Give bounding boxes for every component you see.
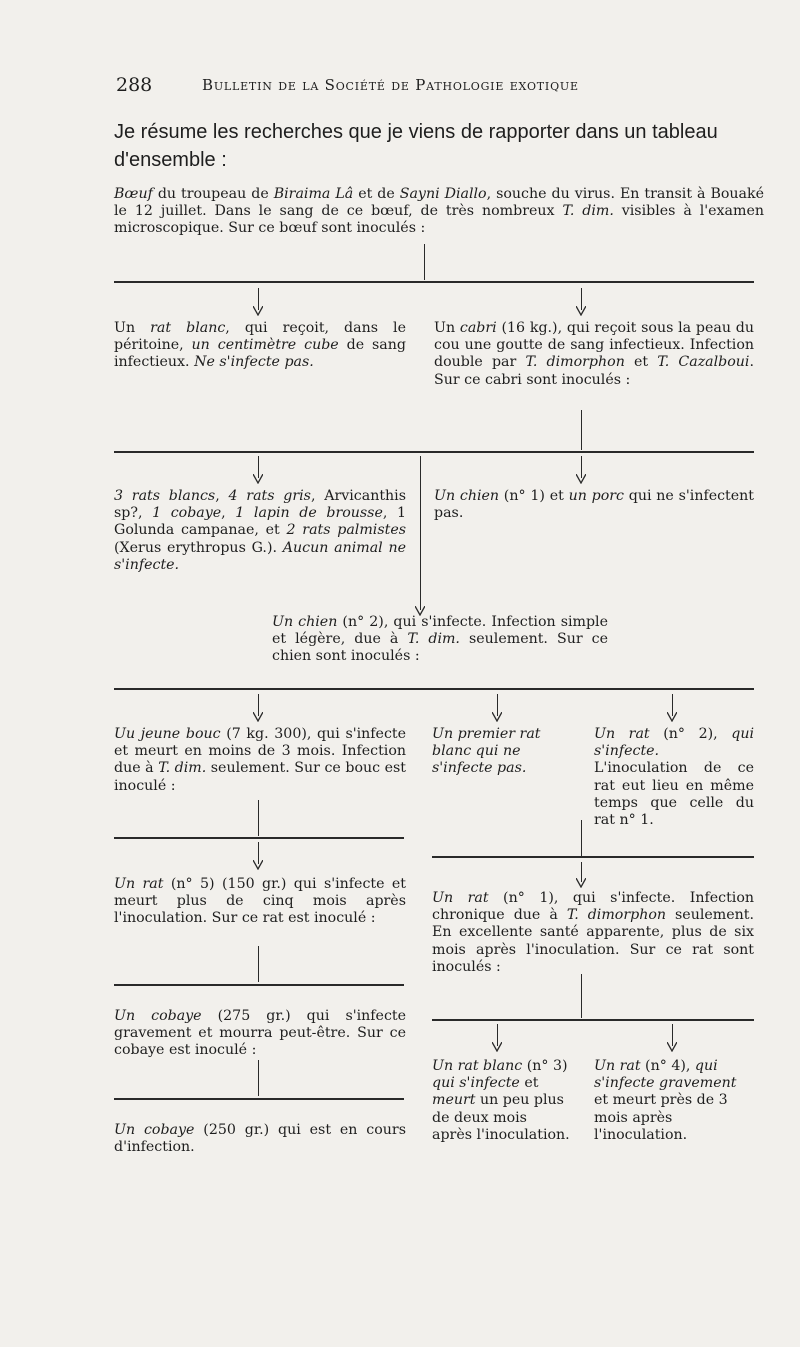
connector [258,800,259,836]
text-segment: . Sur ce cabri sont inoculés : [434,354,754,388]
text-segment: Un rat [594,726,650,742]
block-source [114,186,764,238]
text-segment: Aucun animal ne s'infecte. [114,539,406,573]
text-segment: Un cobaye [114,1122,195,1138]
text-segment: rat blanc [150,320,226,336]
text-segment: et meurt près de 3 mois après l'inoculation. [594,1092,728,1143]
text-segment: qui s'infecte. [594,726,754,760]
text-segment: (275 gr.) qui s'infecte gravement et mourra peut-être. Sur ce cobaye est inoculé : [114,1008,406,1059]
text-segment: 1 lapin de brousse [235,505,383,522]
text-segment: (n° 3) [522,1058,568,1074]
block-rat-no1 [432,890,754,976]
text-segment: Un [114,320,151,336]
text-segment: Un rat [432,890,489,906]
divider-line [432,856,754,858]
block-cobaye2 [114,1122,406,1156]
text-segment: (n° 1), qui s'infecte. Infection chronique due à [432,890,754,924]
text-segment: 2 rats palmistes [286,522,406,539]
arrow-down-icon [253,306,263,316]
block-chien1-porc [434,488,754,522]
block-chien2 [272,614,608,666]
block-rat-no2 [594,726,754,829]
text-segment: (n° 2), qui s'infecte. Infection simple et légère, due à [272,614,608,648]
block-cobaye1 [114,1008,406,1060]
text-segment: T. dimorphon [566,907,667,924]
text-segment: seulement. Sur ce bouc est inoculé : [114,760,407,794]
arrow-down-icon [576,306,586,316]
text-segment: qui s'infecte [432,1075,520,1092]
text-segment: 4 rats gris [228,488,311,504]
arrow-down-icon [253,474,263,484]
arrow-down-icon [253,712,263,722]
page-number: 288 [116,74,153,96]
divider-line [114,281,754,283]
divider-line [114,1098,404,1100]
text-segment: Un [434,320,460,336]
connector [581,974,582,1018]
text-segment: un peu plus de deux mois après l'inoculation. [432,1092,570,1143]
text-segment: Uu jeune bouc [114,726,221,742]
arrow-down-icon [492,1042,502,1052]
text-segment: Un chien [434,488,500,504]
text-segment: (n° 5) (150 gr.) qui s'infecte et meurt plus de cinq mois après l'inoculation. Sur ce rat est inoculé : [114,876,407,927]
arrow-down-icon [492,712,502,722]
text-segment: un porc [568,488,624,504]
block-rat-no4 [594,1058,754,1144]
text-segment: cabri [459,320,497,336]
text-segment: T. dimorphon [525,354,625,371]
text-segment: , 1 Golunda campanae, et [114,505,406,539]
text-segment: et [519,1075,539,1092]
text-segment: Un cobaye [114,1008,202,1024]
connector [581,820,582,856]
text-segment: L'inoculation de ce rat eut lieu en même temps que celle du rat n° 1. [594,760,754,829]
block-rats-divers [114,488,406,574]
connector [581,410,582,450]
arrow-down-icon [576,878,586,888]
connector [258,1060,259,1096]
arrow-down-icon [667,1042,677,1052]
text-segment: Bœuf [114,186,153,202]
arrow-down-icon [576,474,586,484]
divider-line [114,451,754,453]
text-segment: qui s'infecte gravement [594,1058,737,1092]
block-bouc [114,726,406,795]
block-premier-rat [432,726,570,778]
divider-line [114,688,754,690]
text-segment: (250 gr.) qui est en cours d'infection. [114,1122,406,1156]
connector [424,244,425,280]
text-segment: T. dim. [407,631,460,648]
text-segment: Biraima Lâ [273,186,354,202]
text-segment: , souche du virus. En transit à Bouaké le 12 juillet. Dans le sang de ce bœuf, de très nombreux [114,186,764,220]
arrow-down-icon [667,712,677,722]
text-segment: Ne s'infecte pas. [194,354,314,371]
text-segment: qui ne s'infectent pas. [434,488,754,522]
text-segment: seulement. En excellente santé apparente, plus de six mois après l'inoculation. Sur ce rat sont inoculés : [432,907,754,975]
text-segment: , Arvicanthis sp?, [114,488,406,522]
running-title: Bulletin de la Société de Pathologie exotique [202,76,579,94]
text-segment: T. dim. [158,760,207,777]
divider-line [432,1019,754,1021]
text-segment: T. dim. [562,203,614,220]
block-cabri [434,320,754,389]
divider-line [114,984,404,986]
text-segment: du troupeau de [152,186,274,202]
text-segment: , qui reçoit, dans le péritoine, [114,320,406,354]
text-segment: (n° 4), [640,1058,695,1074]
text-segment: et de [353,186,400,202]
divider-line [114,837,404,839]
text-segment: visibles à l'examen microscopique. Sur ce bœuf sont inoculés : [114,203,764,237]
connector [258,946,259,982]
text-segment: (16 kg.), qui reçoit sous la peau du cou une goutte de sang infectieux. Infection double par [434,320,755,371]
text-segment: un centimètre cube [191,337,339,354]
text-segment: meurt [432,1092,476,1109]
text-segment: de sang infectieux. [114,337,406,371]
block-rat-no5 [114,876,406,928]
text-segment: , [221,505,236,522]
text-segment: (Xerus erythropus G.). [114,539,283,556]
text-segment: (n° 1) et [499,488,569,504]
text-segment: T. Cazalboui [657,354,750,371]
text-segment: , [215,488,229,504]
text-segment: Un rat [114,876,164,892]
text-segment: 1 cobaye [152,505,222,522]
text-segment: Un rat [594,1058,641,1074]
intro-paragraph: Je résume les recherches que je viens de rapporter dans un tableau d'ensemble : [114,121,718,171]
text-segment: Sayni Diallo [399,186,487,202]
text-segment: et [624,354,658,371]
block-rat-blanc-no3 [432,1058,570,1144]
text-segment: Un rat blanc [432,1058,523,1074]
text-segment: Un chien [272,614,338,630]
block-rat-blanc [114,320,406,372]
text-segment: seulement. Sur ce chien sont inoculés : [272,631,608,665]
text-segment: (7 kg. 300), qui s'infecte et meurt en moins de 3 mois. Infection due à [114,726,406,777]
text-segment: (n° 2), [649,726,732,742]
arrow-down-icon [253,860,263,870]
column-separator [420,456,421,606]
text-segment: Un premier rat blanc qui ne s'infecte pas. [432,726,541,777]
text-segment: 3 rats blancs [114,488,216,504]
